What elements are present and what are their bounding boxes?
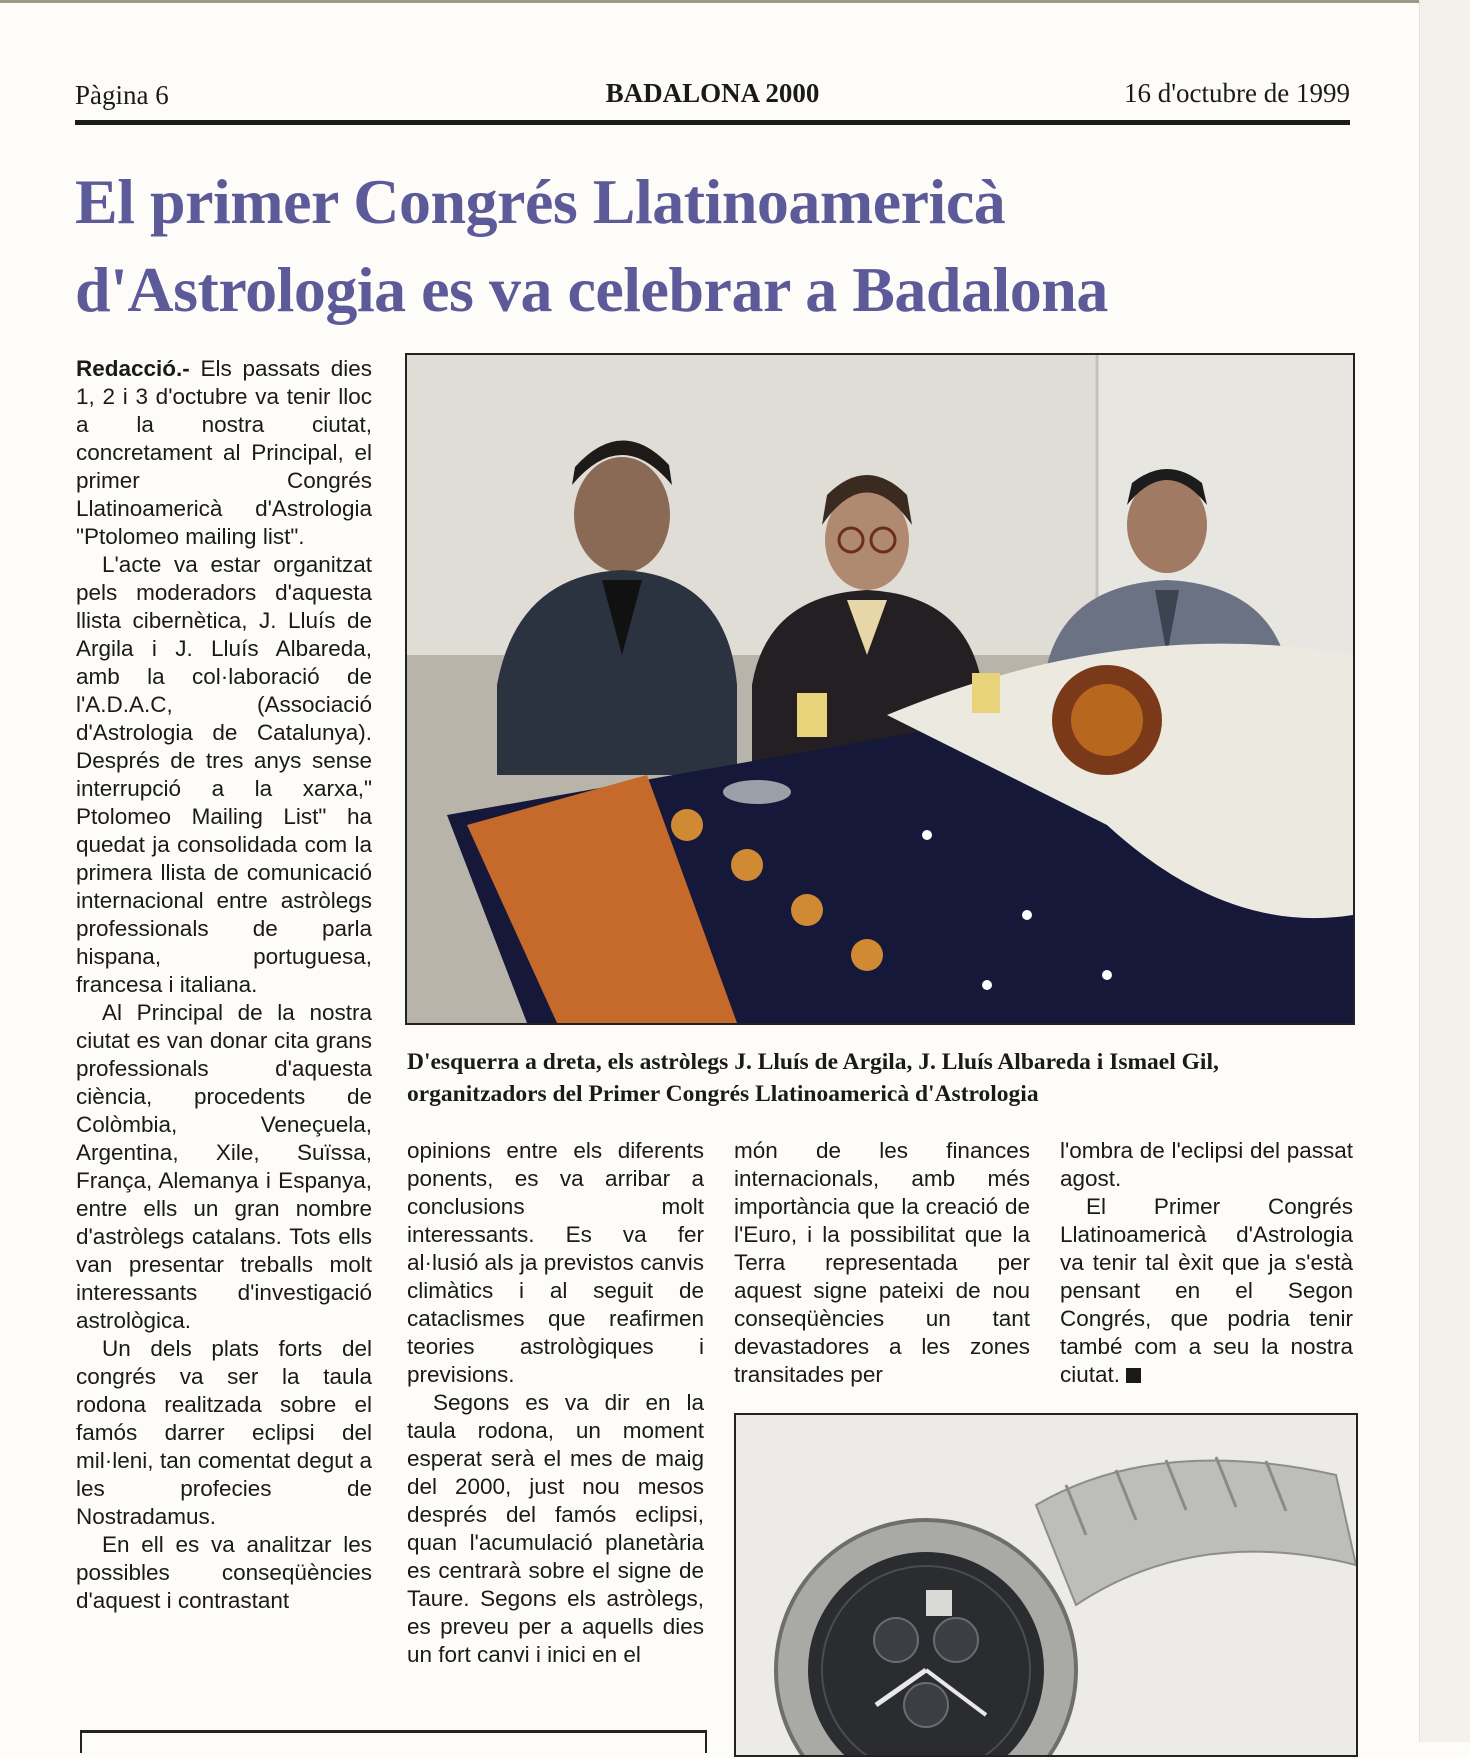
page-right-margin (1419, 0, 1470, 1742)
headline-line-2: d'Astrologia es va celebrar a Badalona (75, 254, 1108, 325)
photo-illustration (407, 355, 1353, 1023)
watch-advert-photo (734, 1413, 1358, 1757)
headline-line-1: El primer Congrés Llatinoamericà (75, 166, 1006, 237)
paragraph-1-text: Els passats dies 1, 2 i 3 d'octubre va tenir lloc a la nostra ciutat, concretament al Principal, el primer Congrés Llatinoamericà d'Astrologia "Ptolomeo mailing list". (76, 356, 372, 549)
article-column-4 (1060, 1137, 1353, 1389)
article-photo (405, 353, 1355, 1025)
top-edge-line (0, 0, 1470, 3)
paragraph-5: En ell es va analitzar les possibles conseqüències d'aquest i contrastant (76, 1532, 372, 1613)
paragraph-9: l'ombra de l'eclipsi del passat agost. (1060, 1138, 1353, 1191)
article-column-2 (407, 1137, 704, 1669)
page-header (75, 78, 1350, 118)
paragraph-7: Segons es va dir en la taula rodona, un moment esperat serà el mes de maig del 2000, just nou mesos després del famós eclipsi, quan l'acumulació planetària es centrarà sobre el signe de Taure. Segons els astròlegs, es preveu per a aquells dies un fort canvi i inici en el (407, 1390, 704, 1667)
issue-date: 16 d'octubre de 1999 (1123, 78, 1350, 108)
page-number: Pàgina 6 (75, 80, 169, 110)
paragraph-3: Al Principal de la nostra ciutat es van donar cita grans professionals d'aquesta ciència, procedents de Colòmbia, Veneçuela, Argentina, Xile, Suïssa, França, Alemanya i Espanya, entre ells un gran nombre d'astròlegs catalans. Tots ells van presentar treballs molt interessants d'investigació astrològica. (76, 1000, 372, 1333)
paragraph-8: món de les finances internacionals, amb més importància que la creació de l'Euro, i la possibilitat que la Terra representada per aquest signe pateixi de nou conseqüències un tant devastadores a les zones transitades per (734, 1138, 1030, 1387)
photo-caption: D'esquerra a dreta, els astròlegs J. Lluís de Argila, J. Lluís Albareda i Ismael Gil, organitzadors del Primer Congrés Llatinoamericà d'Astrologia (407, 1049, 1219, 1107)
paragraph-10 (1060, 1193, 1353, 1389)
byline: Redacció.- (76, 356, 190, 381)
article-headline (75, 158, 1375, 334)
paragraph-2: L'acte va estar organitzat pels moderadors d'aquesta llista cibernètica, J. Lluís de Argila i J. Lluís Albareda, amb la col·laboració de l'A.D.A.C, (Associació d'Astrologia de Catalunya). Després de tres anys sense interrupció a la xarxa," Ptolomeo Mailing List" ha quedat ja consolidada com la primera llista de comunicació internacional entre astròlegs professionals de parla hispana, portuguesa, francesa i italiana. (76, 552, 372, 997)
paragraph-6: opinions entre els diferents ponents, es va arribar a conclusions molt interessants. Es va fer al·lusió als ja previstos canvis climàtics i al seguit de cataclismes que reafirmen teories astrològiques i previsions. (407, 1138, 704, 1387)
paragraph-10-text: El Primer Congrés Llatinoamericà d'Astrologia va tenir tal èxit que ja s'està pensant en el Segon Congrés, que podria tenir també com a seu la nostra ciutat. (1060, 1194, 1353, 1387)
paragraph-1 (76, 355, 372, 551)
publication-name: BADALONA 2000 (605, 78, 820, 108)
article-column-3 (734, 1137, 1030, 1389)
paragraph-4: Un dels plats forts del congrés va ser la taula rodona realitzada sobre el famós darrer eclipsi del mil·leni, tan comentat degut a les profecies de Nostradamus. (76, 1336, 372, 1529)
article-column-1 (76, 355, 372, 1615)
header-rule (75, 120, 1350, 125)
watch-illustration (736, 1415, 1356, 1755)
end-of-article-mark (1126, 1368, 1141, 1383)
